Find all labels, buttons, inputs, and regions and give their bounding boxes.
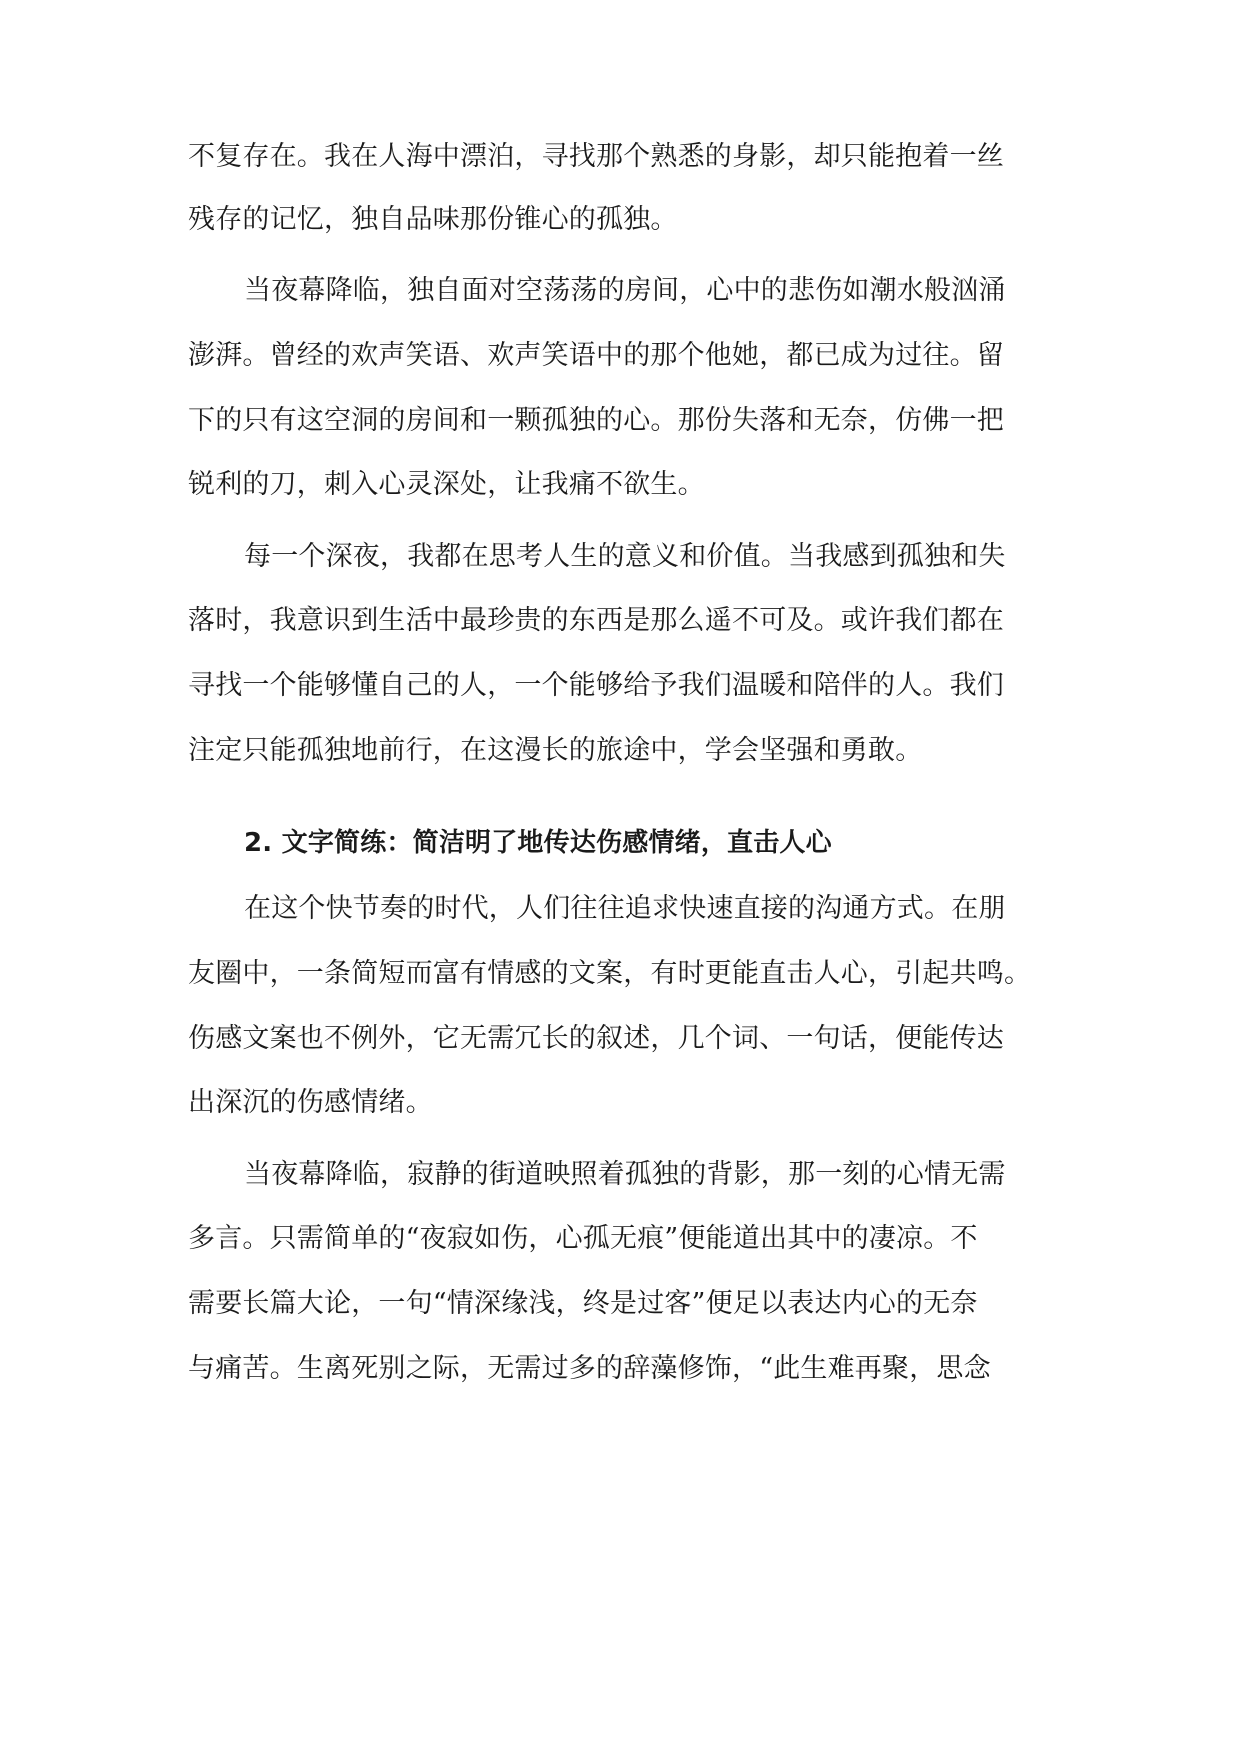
- paragraph-line: 残存的记忆，独自品味那份锥心的孤独。: [188, 204, 678, 235]
- paragraph-line: 不复存在。我在人海中漂泊，寻找那个熟悉的身影，却只能抱着一丝: [188, 141, 1004, 172]
- section-heading: 2. 文字简练：简洁明了地传达伤感情绪，直击人心: [244, 828, 832, 858]
- paragraph-line: 友圈中，一条简短而富有情感的文案，有时更能直击人心，引起共鸣。: [188, 958, 1032, 989]
- paragraph-line: 需要长篇大论，一句“情深缘浅，终是过客”便足以表达内心的无奈: [188, 1288, 978, 1319]
- paragraph-line: 出深沉的伤感情绪。: [188, 1087, 433, 1118]
- paragraph-line: 与痛苦。生离死别之际，无需过多的辞藻修饰，“此生难再聚，思念: [188, 1353, 991, 1384]
- paragraph-line: 澎湃。曾经的欢声笑语、欢声笑语中的那个他她，都已成为过往。留: [188, 340, 1004, 371]
- paragraph-line: 落时，我意识到生活中最珍贵的东西是那么遥不可及。或许我们都在: [188, 605, 1004, 636]
- paragraph-line: 锐利的刀，刺入心灵深处，让我痛不欲生。: [188, 469, 705, 500]
- paragraph-line: 在这个快节奏的时代，人们往往追求快速直接的沟通方式。在朋: [244, 893, 1006, 924]
- paragraph-line: 多言。只需简单的“夜寂如伤，心孤无痕”便能道出其中的凄凉。不: [188, 1223, 978, 1254]
- paragraph-line: 当夜幕降临，独自面对空荡荡的房间，心中的悲伤如潮水般汹涌: [244, 275, 1006, 306]
- paragraph-line: 当夜幕降临，寂静的街道映照着孤独的背影，那一刻的心情无需: [244, 1159, 1006, 1190]
- paragraph-line: 下的只有这空洞的房间和一颗孤独的心。那份失落和无奈，仿佛一把: [188, 405, 1004, 436]
- paragraph-line: 寻找一个能够懂自己的人，一个能够给予我们温暖和陪伴的人。我们: [188, 670, 1004, 701]
- paragraph-line: 每一个深夜，我都在思考人生的意义和价值。当我感到孤独和失: [244, 541, 1006, 572]
- paragraph-line: 注定只能孤独地前行，在这漫长的旅途中，学会坚强和勇敢。: [188, 735, 923, 766]
- paragraph-line: 伤感文案也不例外，它无需冗长的叙述，几个词、一句话，便能传达: [188, 1023, 1004, 1054]
